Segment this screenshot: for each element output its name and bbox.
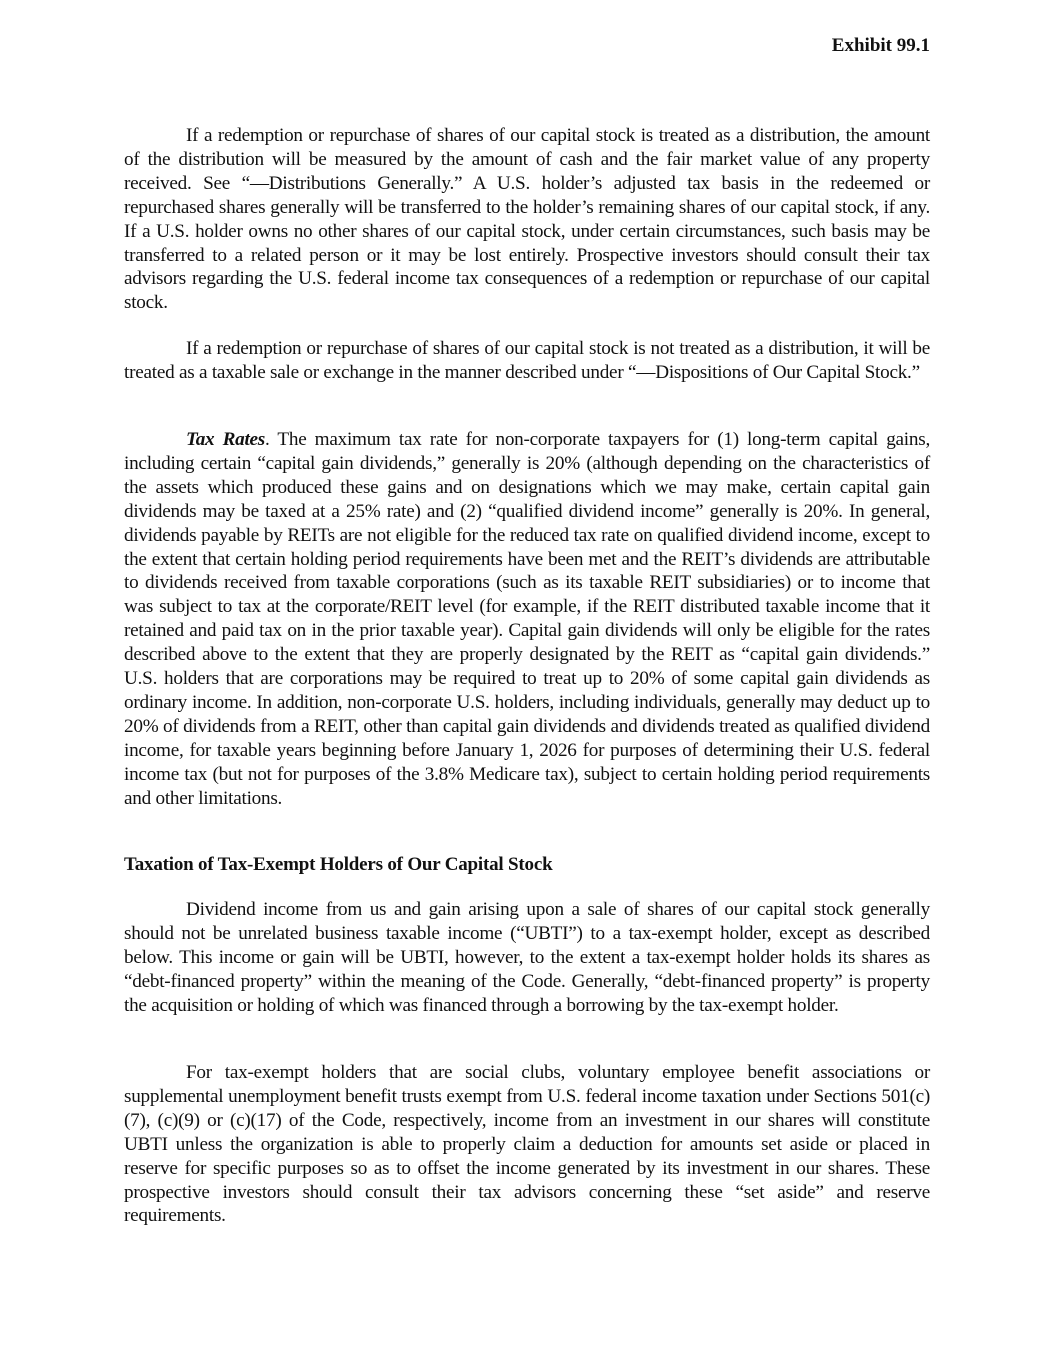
paragraph-ubti-dividends: Dividend income from us and gain arising upon a sale of shares of our capital stock generally should not be unrelated business taxable income (“UBTI”) to a tax-exempt holder, except as described below. This income or gain will be UBTI, however, to the extent a tax-exempt holder holds its shares as “debt-financed property” within the meaning of the Code. Generally, “debt-financed property” is property the acquisition or holding of which was financed through a borrowing by the tax-exempt holder.: [124, 899, 930, 1016]
paragraph-tax-rates: [124, 428, 930, 811]
section-heading: Taxation of Tax-Exempt Holders of Our Capital Stock: [124, 854, 553, 875]
exhibit-label: Exhibit 99.1: [831, 35, 930, 56]
paragraph-redemption-distribution: If a redemption or repurchase of shares of our capital stock is treated as a distribution, the amount of the distribution will be measured by the amount of cash and the fair market value of any property received. See “—Distributions Generally.” A U.S. holder’s adjusted tax basis in the redeemed or repurchased shares generally will be transferred to the holder’s remaining shares of our capital stock, if any. If a U.S. holder owns no other shares of our capital stock, under certain circumstances, such basis may be transferred to a related person or it may be lost entirely. Prospective investors should consult their tax advisors regarding the U.S. federal income tax consequences of a redemption or repurchase of our capital stock.: [124, 125, 930, 314]
paragraph-redemption-sale: If a redemption or repurchase of shares of our capital stock is not treated as a distribution, it will be treated as a taxable sale or exchange in the manner described under “—Dispositions of Our Capital Stock.”: [124, 338, 930, 383]
tax-rates-body: . The maximum tax rate for non-corporate taxpayers for (1) long-term capital gains, including certain “capital gain dividends,” generally is 20% (although depending on the characteristics of the assets which produced these gains and on designations which we may make, certain capital gain dividends may be taxed at a 25% rate) and (2) “qualified dividend income” generally is 20%. In general, dividends payable by REITs are not eligible for the reduced tax rate on qualified dividend income, except to the extent that certain holding period requirements have been met and the REIT’s dividends are attributable to dividends received from taxable corporations (such as its taxable REIT subsidiaries) or to income that was subject to tax at the corporate/REIT level (for example, if the REIT distributed taxable income that it retained and paid tax on in the prior taxable year). Capital gain dividends will only be eligible for the rates described above to the extent that they are properly designated by the REIT as “capital gain dividends.” U.S. holders that are corporations may be required to treat up to 20% of some capital gain dividends as ordinary income. In addition, non-corporate U.S. holders, including individuals, generally may deduct up to 20% of dividends from a REIT, other than capital gain dividends and dividends treated as qualified dividend income, for taxable years beginning before January 1, 2026 for purposes of determining their U.S. federal income tax (but not for purposes of the 3.8% Medicare tax), subject to certain holding period requirements and other limitations.: [124, 429, 930, 809]
paragraph-ubti-social-clubs: For tax-exempt holders that are social clubs, voluntary employee benefit associations or supplemental unemployment benefit trusts exempt from U.S. federal income taxation under Sections 501(c)(7), (c)(9) or (c)(17) of the Code, respectively, income from an investment in our shares will constitute UBTI unless the organization is able to properly claim a deduction for amounts set aside or placed in reserve for specific purposes so as to offset the income generated by its investment in our shares. These prospective investors should consult their tax advisors concerning these “set aside” and reserve requirements.: [124, 1062, 930, 1227]
tax-rates-lead: Tax Rates: [186, 429, 266, 450]
